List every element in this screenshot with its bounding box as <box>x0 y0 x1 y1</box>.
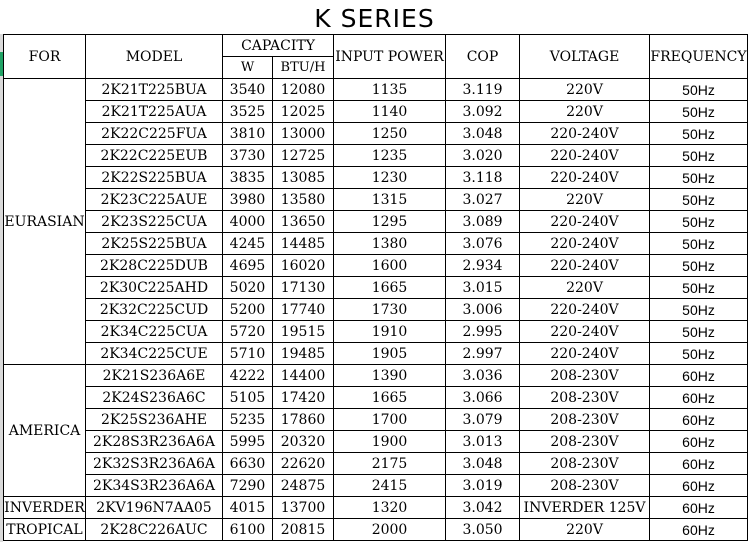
input-power-cell: 1730 <box>334 299 446 321</box>
spec-table <box>3 34 748 541</box>
voltage-cell: 220V <box>520 79 650 101</box>
capacity-btu-cell: 12025 <box>273 101 334 123</box>
capacity-btu-cell: 14485 <box>273 233 334 255</box>
cop-cell: 3.048 <box>446 453 520 475</box>
capacity-btu-cell: 17860 <box>273 409 334 431</box>
voltage-cell: 208-230V <box>520 409 650 431</box>
capacity-w-cell: 5720 <box>223 321 273 343</box>
cop-cell: 3.048 <box>446 123 520 145</box>
model-cell: 2K21S236A6E <box>86 365 223 387</box>
capacity-btu-cell: 14400 <box>273 365 334 387</box>
capacity-w-cell: 3525 <box>223 101 273 123</box>
frequency-cell: 50Hz <box>650 101 748 123</box>
capacity-w-cell: 4015 <box>223 497 273 519</box>
capacity-w-cell: 7290 <box>223 475 273 497</box>
capacity-btu-cell: 19515 <box>273 321 334 343</box>
input-power-cell: 1600 <box>334 255 446 277</box>
input-power-cell: 1295 <box>334 211 446 233</box>
voltage-cell: 208-230V <box>520 475 650 497</box>
cop-cell: 3.020 <box>446 145 520 167</box>
frequency-cell: 50Hz <box>650 145 748 167</box>
frequency-cell: 60Hz <box>650 387 748 409</box>
header-input-power: INPUT POWER <box>334 35 446 79</box>
region-cell: TROPICAL <box>4 519 86 541</box>
voltage-cell: 220-240V <box>520 299 650 321</box>
input-power-cell: 1665 <box>334 387 446 409</box>
model-cell: 2K28C225DUB <box>86 255 223 277</box>
model-cell: 2K21T225BUA <box>86 79 223 101</box>
table-row <box>4 277 748 299</box>
table-row <box>4 167 748 189</box>
frequency-cell: 60Hz <box>650 431 748 453</box>
table-row <box>4 211 748 233</box>
table-row <box>4 101 748 123</box>
capacity-w-cell: 5235 <box>223 409 273 431</box>
capacity-w-cell: 4695 <box>223 255 273 277</box>
model-cell: 2K24S236A6C <box>86 387 223 409</box>
table-row <box>4 189 748 211</box>
cop-cell: 3.050 <box>446 519 520 541</box>
capacity-btu-cell: 13700 <box>273 497 334 519</box>
frequency-cell: 50Hz <box>650 343 748 365</box>
model-cell: 2K22C225EUB <box>86 145 223 167</box>
header-w: W <box>223 57 273 79</box>
frequency-cell: 50Hz <box>650 189 748 211</box>
model-cell: 2K32S3R236A6A <box>86 453 223 475</box>
capacity-w-cell: 4000 <box>223 211 273 233</box>
table-row <box>4 123 748 145</box>
input-power-cell: 1235 <box>334 145 446 167</box>
frequency-cell: 60Hz <box>650 409 748 431</box>
model-cell: 2K28C226AUC <box>86 519 223 541</box>
capacity-w-cell: 5200 <box>223 299 273 321</box>
header-for: FOR <box>4 35 86 79</box>
input-power-cell: 2175 <box>334 453 446 475</box>
capacity-btu-cell: 24875 <box>273 475 334 497</box>
table-row <box>4 409 748 431</box>
frequency-cell: 50Hz <box>650 123 748 145</box>
table-row <box>4 431 748 453</box>
table-row <box>4 233 748 255</box>
cop-cell: 3.118 <box>446 167 520 189</box>
capacity-btu-cell: 13085 <box>273 167 334 189</box>
cop-cell: 3.066 <box>446 387 520 409</box>
capacity-btu-cell: 22620 <box>273 453 334 475</box>
capacity-w-cell: 6630 <box>223 453 273 475</box>
frequency-cell: 50Hz <box>650 233 748 255</box>
voltage-cell: 208-230V <box>520 431 650 453</box>
page-title: K SERIES <box>314 4 435 33</box>
voltage-cell: 220-240V <box>520 321 650 343</box>
voltage-cell: 220V <box>520 519 650 541</box>
capacity-btu-cell: 16020 <box>273 255 334 277</box>
capacity-w-cell: 4222 <box>223 365 273 387</box>
capacity-btu-cell: 17130 <box>273 277 334 299</box>
model-cell: 2KV196N7AA05 <box>86 497 223 519</box>
capacity-w-cell: 5710 <box>223 343 273 365</box>
capacity-btu-cell: 20815 <box>273 519 334 541</box>
voltage-cell: 220-240V <box>520 167 650 189</box>
input-power-cell: 2000 <box>334 519 446 541</box>
frequency-cell: 50Hz <box>650 79 748 101</box>
model-cell: 2K34C225CUE <box>86 343 223 365</box>
voltage-cell: 220-240V <box>520 123 650 145</box>
input-power-cell: 1700 <box>334 409 446 431</box>
table-row <box>4 343 748 365</box>
frequency-cell: 60Hz <box>650 497 748 519</box>
capacity-btu-cell: 20320 <box>273 431 334 453</box>
cop-cell: 2.995 <box>446 321 520 343</box>
voltage-cell: INVERDER 125V <box>520 497 650 519</box>
model-cell: 2K25S225BUA <box>86 233 223 255</box>
capacity-btu-cell: 12080 <box>273 79 334 101</box>
voltage-cell: 220V <box>520 189 650 211</box>
frequency-cell: 60Hz <box>650 475 748 497</box>
voltage-cell: 220-240V <box>520 255 650 277</box>
cop-cell: 3.079 <box>446 409 520 431</box>
cop-cell: 3.006 <box>446 299 520 321</box>
header-frequency: FREQUENCY <box>650 35 748 79</box>
model-cell: 2K34C225CUA <box>86 321 223 343</box>
capacity-w-cell: 5020 <box>223 277 273 299</box>
input-power-cell: 1140 <box>334 101 446 123</box>
model-cell: 2K22C225FUA <box>86 123 223 145</box>
voltage-cell: 220-240V <box>520 145 650 167</box>
capacity-btu-cell: 17740 <box>273 299 334 321</box>
cop-cell: 2.997 <box>446 343 520 365</box>
model-cell: 2K25S236AHE <box>86 409 223 431</box>
voltage-cell: 220-240V <box>520 233 650 255</box>
header-btu: BTU/H <box>273 57 334 79</box>
capacity-w-cell: 3835 <box>223 167 273 189</box>
capacity-btu-cell: 17420 <box>273 387 334 409</box>
region-cell: INVERDER <box>4 497 86 519</box>
voltage-cell: 220V <box>520 101 650 123</box>
capacity-w-cell: 5105 <box>223 387 273 409</box>
model-cell: 2K23S225CUA <box>86 211 223 233</box>
capacity-w-cell: 4245 <box>223 233 273 255</box>
cop-cell: 3.119 <box>446 79 520 101</box>
table-row <box>4 387 748 409</box>
table-row <box>4 519 748 541</box>
table-row <box>4 299 748 321</box>
capacity-btu-cell: 13580 <box>273 189 334 211</box>
cop-cell: 3.036 <box>446 365 520 387</box>
voltage-cell: 208-230V <box>520 365 650 387</box>
table-row <box>4 255 748 277</box>
table-row <box>4 475 748 497</box>
capacity-w-cell: 6100 <box>223 519 273 541</box>
frequency-cell: 50Hz <box>650 255 748 277</box>
cop-cell: 3.013 <box>446 431 520 453</box>
capacity-w-cell: 3980 <box>223 189 273 211</box>
input-power-cell: 1380 <box>334 233 446 255</box>
frequency-cell: 50Hz <box>650 277 748 299</box>
capacity-btu-cell: 12725 <box>273 145 334 167</box>
capacity-btu-cell: 19485 <box>273 343 334 365</box>
input-power-cell: 1135 <box>334 79 446 101</box>
region-cell: EURASIAN <box>4 79 86 365</box>
input-power-cell: 1665 <box>334 277 446 299</box>
voltage-cell: 208-230V <box>520 453 650 475</box>
model-cell: 2K34S3R236A6A <box>86 475 223 497</box>
header-row-1 <box>4 35 748 57</box>
frequency-cell: 50Hz <box>650 299 748 321</box>
model-cell: 2K28S3R236A6A <box>86 431 223 453</box>
capacity-w-cell: 3810 <box>223 123 273 145</box>
input-power-cell: 1390 <box>334 365 446 387</box>
capacity-w-cell: 3540 <box>223 79 273 101</box>
input-power-cell: 1320 <box>334 497 446 519</box>
input-power-cell: 1900 <box>334 431 446 453</box>
frequency-cell: 60Hz <box>650 453 748 475</box>
table-row <box>4 497 748 519</box>
capacity-btu-cell: 13000 <box>273 123 334 145</box>
input-power-cell: 1230 <box>334 167 446 189</box>
header-voltage: VOLTAGE <box>520 35 650 79</box>
model-cell: 2K32C225CUD <box>86 299 223 321</box>
model-cell: 2K23C225AUE <box>86 189 223 211</box>
table-row <box>4 79 748 101</box>
cop-cell: 3.042 <box>446 497 520 519</box>
frequency-cell: 60Hz <box>650 519 748 541</box>
cop-cell: 3.089 <box>446 211 520 233</box>
table-row <box>4 453 748 475</box>
cop-cell: 3.019 <box>446 475 520 497</box>
input-power-cell: 2415 <box>334 475 446 497</box>
model-cell: 2K21T225AUA <box>86 101 223 123</box>
input-power-cell: 1315 <box>334 189 446 211</box>
frequency-cell: 50Hz <box>650 321 748 343</box>
capacity-w-cell: 5995 <box>223 431 273 453</box>
voltage-cell: 208-230V <box>520 387 650 409</box>
input-power-cell: 1250 <box>334 123 446 145</box>
table-row <box>4 321 748 343</box>
cop-cell: 3.027 <box>446 189 520 211</box>
cop-cell: 3.092 <box>446 101 520 123</box>
frequency-cell: 50Hz <box>650 211 748 233</box>
cop-cell: 3.076 <box>446 233 520 255</box>
input-power-cell: 1905 <box>334 343 446 365</box>
cop-cell: 2.934 <box>446 255 520 277</box>
table-row <box>4 145 748 167</box>
capacity-w-cell: 3730 <box>223 145 273 167</box>
voltage-cell: 220-240V <box>520 211 650 233</box>
frequency-cell: 60Hz <box>650 365 748 387</box>
model-cell: 2K30C225AHD <box>86 277 223 299</box>
header-capacity: CAPACITY <box>223 35 334 57</box>
input-power-cell: 1910 <box>334 321 446 343</box>
cop-cell: 3.015 <box>446 277 520 299</box>
header-model: MODEL <box>86 35 223 79</box>
region-cell: AMERICA <box>4 365 86 497</box>
frequency-cell: 50Hz <box>650 167 748 189</box>
table-row <box>4 365 748 387</box>
model-cell: 2K22S225BUA <box>86 167 223 189</box>
voltage-cell: 220-240V <box>520 343 650 365</box>
capacity-btu-cell: 13650 <box>273 211 334 233</box>
voltage-cell: 220V <box>520 277 650 299</box>
header-cop: COP <box>446 35 520 79</box>
